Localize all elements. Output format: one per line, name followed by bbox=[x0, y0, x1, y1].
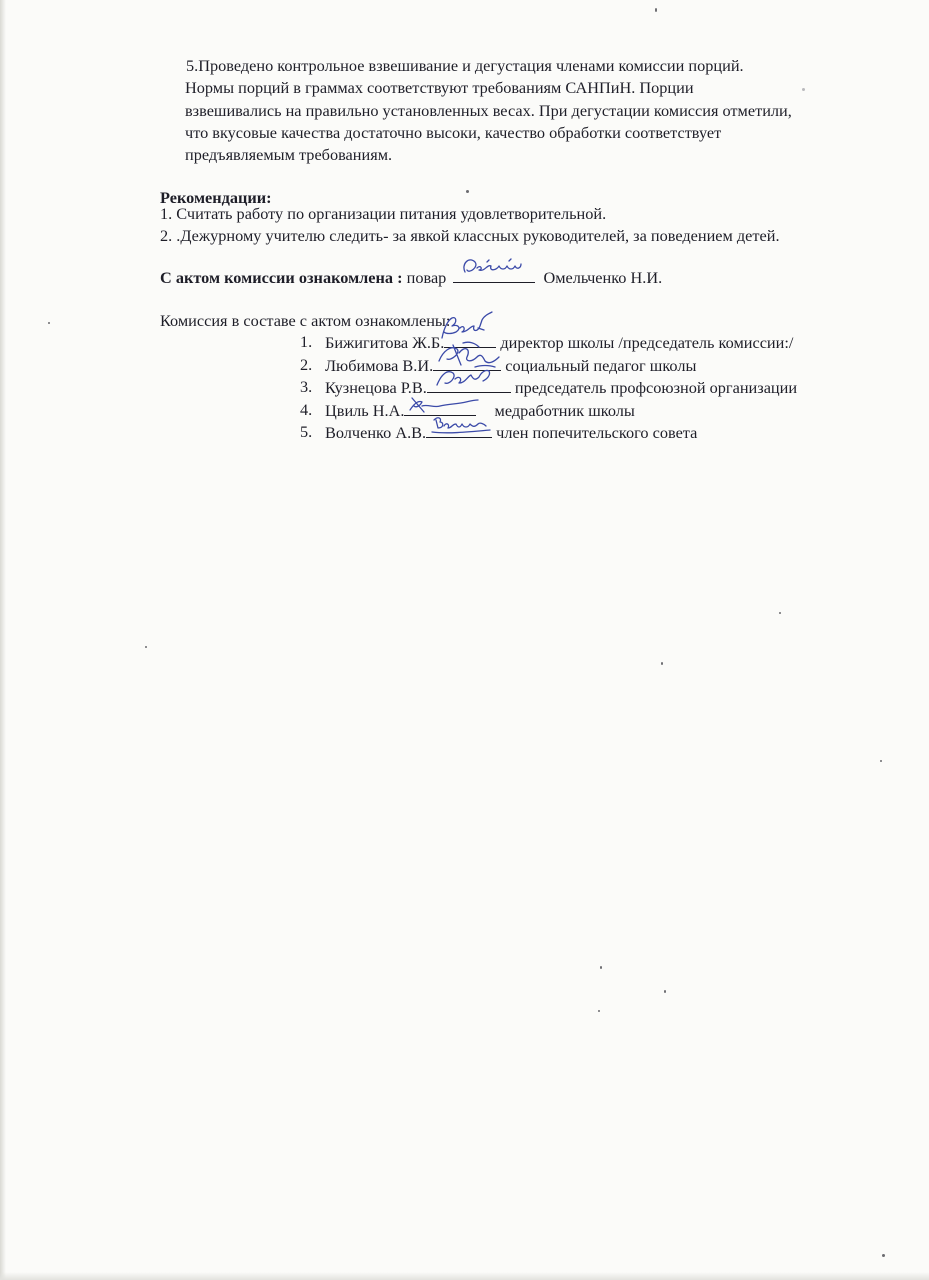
member-role: директор школы /председатель комиссии:/ bbox=[500, 333, 794, 352]
member-name: Цвиль Н.А. bbox=[325, 400, 405, 420]
signature-line bbox=[426, 422, 492, 438]
member-number: 2. bbox=[300, 354, 313, 374]
signature-line bbox=[444, 332, 496, 348]
item-5-line: взвешивались на правильно установленных весах. При дегустации комиссия отметили, bbox=[185, 100, 792, 120]
recommendation-item: 2. .Дежурному учителю следить- за явкой классных руководителей, за поведением детей. bbox=[160, 226, 780, 245]
member-entry bbox=[325, 332, 793, 353]
member-entry bbox=[325, 377, 797, 398]
scan-speck bbox=[48, 322, 50, 324]
item-5-line: предъявляемым требованиям. bbox=[185, 145, 393, 165]
scan-speck bbox=[655, 8, 657, 12]
acknowledgement-name: Омельченко Н.И. bbox=[543, 268, 663, 287]
scan-speck bbox=[598, 1010, 600, 1012]
member-role: председатель профсоюзной организации bbox=[514, 378, 798, 397]
recommendations-heading: Рекомендации: bbox=[160, 188, 272, 207]
scan-speck bbox=[779, 612, 781, 614]
scan-speck bbox=[882, 1254, 885, 1257]
commission-intro: Комиссия в составе с актом ознакомлены: bbox=[160, 311, 451, 330]
item-5-line: Нормы порций в граммах соответствуют требованиям САНПиН. Порции bbox=[185, 78, 694, 98]
scan-speck bbox=[145, 646, 147, 648]
item-5-paragraph bbox=[186, 55, 886, 166]
scan-speck bbox=[880, 760, 882, 762]
acknowledgement-role: повар bbox=[406, 268, 451, 287]
scan-edge-left bbox=[0, 0, 6, 1280]
member-name: Бижигитова Ж.Б. bbox=[325, 333, 445, 352]
item-5-line: 5.Проведено контрольное взвешивание и дегустация членами комиссии порций. bbox=[186, 56, 744, 75]
signature-line bbox=[453, 266, 535, 283]
item-5-line: что вкусовые качества достаточно высоки, качество обработки соответствует bbox=[185, 122, 722, 142]
signature-line bbox=[433, 355, 501, 371]
signature-line bbox=[427, 377, 511, 393]
member-name: Любимова В.И. bbox=[325, 355, 434, 375]
handwritten-signature-icon bbox=[459, 254, 529, 280]
acknowledgement-label: С актом комиссии ознакомлена : bbox=[160, 268, 403, 287]
scan-speck bbox=[664, 990, 666, 993]
acknowledgement-line bbox=[160, 266, 662, 288]
member-name: Кузнецова Р.В. bbox=[325, 378, 427, 397]
member-entry bbox=[325, 400, 635, 421]
member-number: 1. bbox=[300, 332, 313, 351]
recommendation-item: 1. Считать работу по организации питания удовлетворительной. bbox=[160, 204, 607, 223]
member-role: социальный педагог школы bbox=[505, 355, 697, 375]
member-number: 3. bbox=[300, 377, 313, 396]
member-role: медработник школы bbox=[494, 400, 635, 420]
member-role: член попечительского совета bbox=[496, 423, 698, 442]
member-name: Волченко А.В. bbox=[325, 423, 427, 442]
scan-speck bbox=[466, 190, 469, 193]
scan-edge-bottom bbox=[0, 1272, 929, 1280]
member-number: 5. bbox=[300, 422, 313, 441]
member-entry bbox=[325, 355, 696, 376]
scan-speck bbox=[661, 662, 663, 665]
scan-speck bbox=[600, 966, 602, 969]
member-entry bbox=[325, 422, 697, 443]
signature-line bbox=[404, 400, 476, 416]
member-number: 4. bbox=[300, 399, 313, 419]
